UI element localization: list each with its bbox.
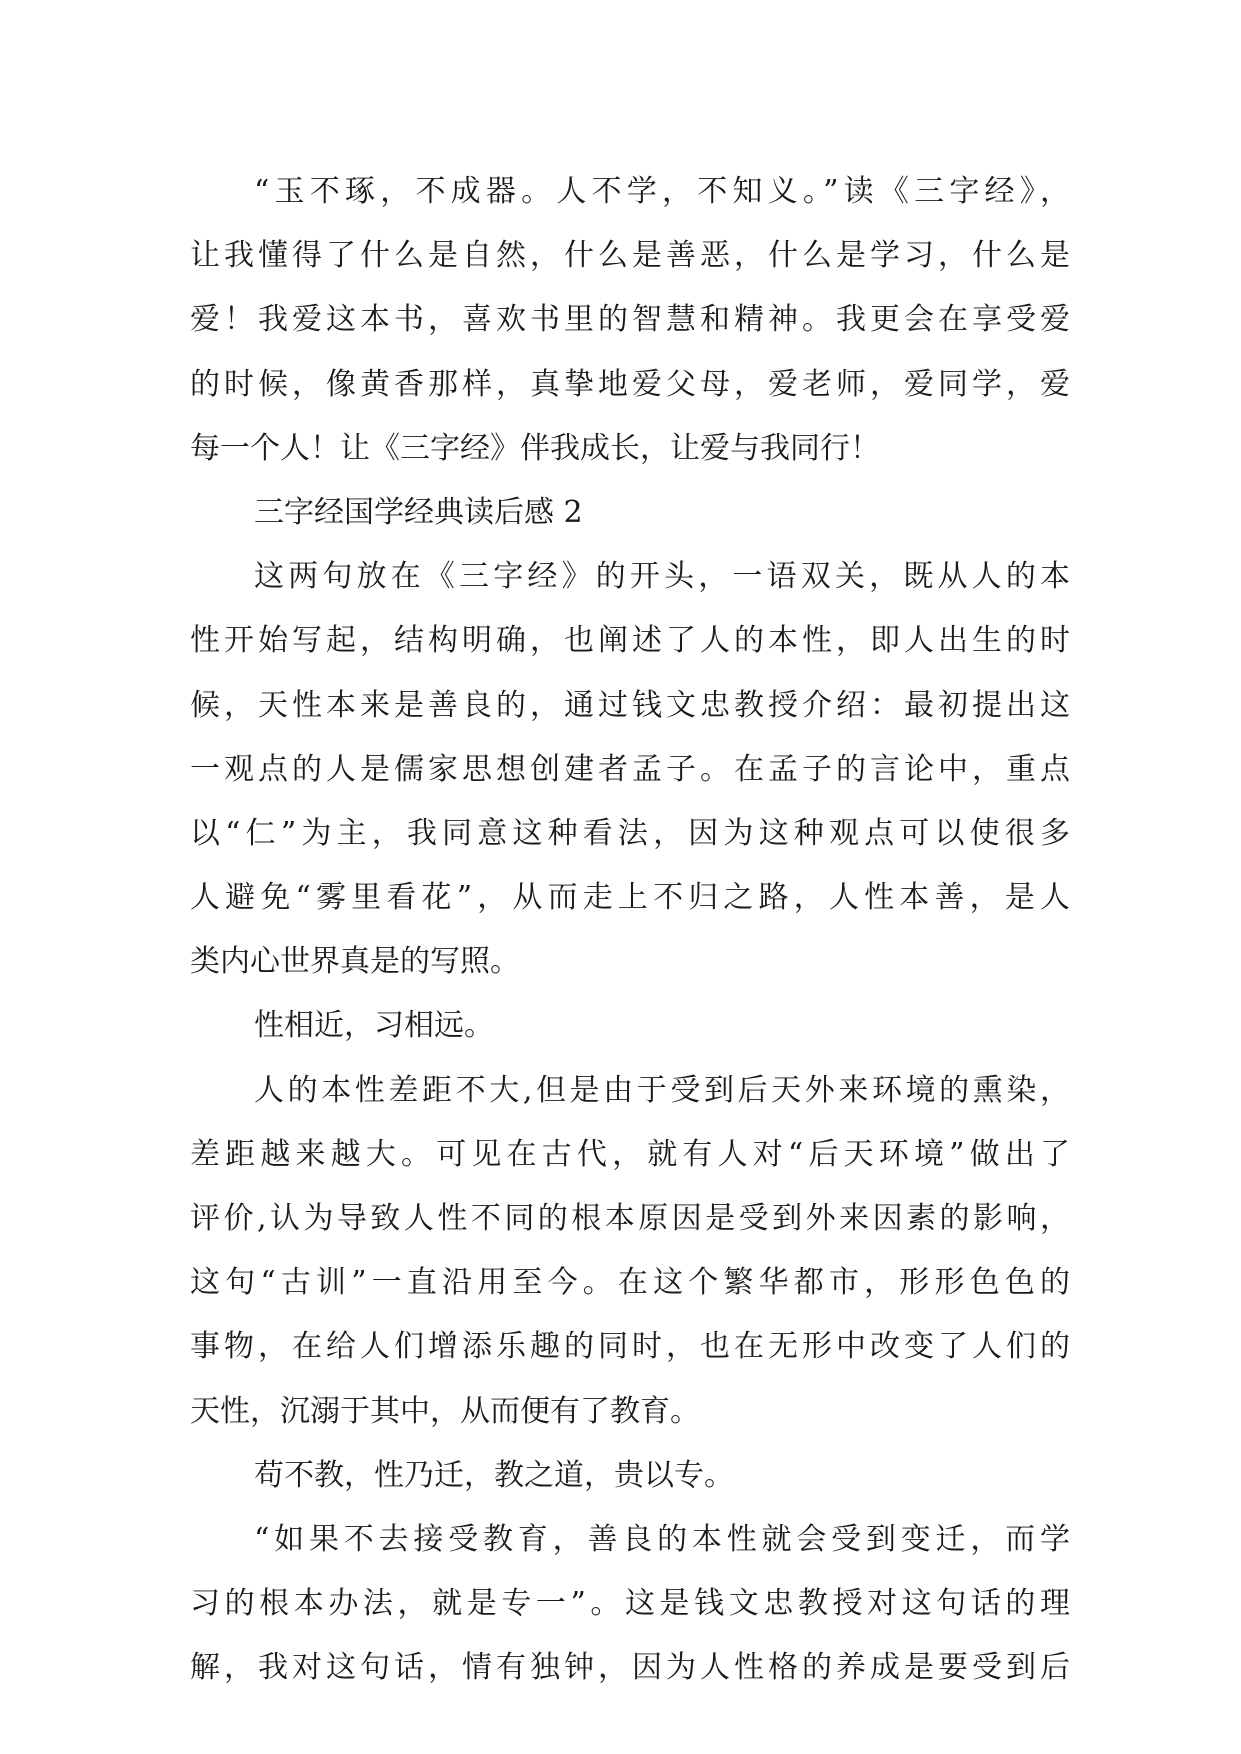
- text-line: 的时候，像黄香那样，真挚地爱父母，爱老师，爱同学，爱: [190, 366, 1070, 402]
- text-line: 解，我对这句话，情有独钟，因为人性格的养成是要受到后: [190, 1650, 1070, 1686]
- text-line: 事物，在给人们增添乐趣的同时，也在无形中改变了人们的: [190, 1329, 1070, 1365]
- text-line: 以“仁”为主，我同意这种看法，因为这种观点可以使很多: [190, 815, 1070, 851]
- text-line: 候，天性本来是善良的，通过钱文忠教授介绍：最初提出这: [190, 687, 1070, 723]
- text-line: 三字经国学经典读后感 2: [254, 494, 583, 530]
- text-line: 评价,认为导致人性不同的根本原因是受到外来因素的影响，: [190, 1201, 1070, 1236]
- text-line: 性开始写起，结构明确，也阐述了人的本性，即人出生的时: [190, 623, 1070, 659]
- text-line: 苟不教，性乃迁，教之道，贵以专。: [254, 1457, 734, 1493]
- document-body: [190, 160, 1070, 1701]
- text-line: “玉不琢，不成器。人不学，不知义。”读《三字经》，: [254, 174, 1070, 209]
- text-line: 一观点的人是儒家思想创建者孟子。在孟子的言论中，重点: [190, 751, 1070, 787]
- text-line: 差距越来越大。可见在古代，就有人对“后天环境”做出了: [190, 1136, 1070, 1172]
- text-line: 习的根本办法，就是专一”。这是钱文忠教授对这句话的理: [190, 1586, 1070, 1622]
- text-line: 性相近，习相远。: [254, 1008, 494, 1044]
- text-line: 人避免“雾里看花”，从而走上不归之路，人性本善，是人: [190, 880, 1070, 916]
- text-line: 让我懂得了什么是自然，什么是善恶，什么是学习，什么是: [190, 238, 1070, 274]
- text-line: 天性，沉溺于其中，从而便有了教育。: [190, 1393, 700, 1429]
- text-line: “如果不去接受教育，善良的本性就会受到变迁，而学: [254, 1521, 1070, 1557]
- text-line: 类内心世界真是的写照。: [190, 944, 520, 980]
- text-line: 爱！我爱这本书，喜欢书里的智慧和精神。我更会在享受爱: [190, 302, 1070, 338]
- text-line: 人的本性差距不大,但是由于受到后天外来环境的熏染，: [254, 1072, 1070, 1108]
- text-line: 每一个人！让《三字经》伴我成长，让爱与我同行！: [190, 430, 880, 466]
- text-line: 这句“古训”一直沿用至今。在这个繁华都市，形形色色的: [190, 1265, 1070, 1301]
- text-line: 这两句放在《三字经》的开头，一语双关，既从人的本: [254, 559, 1070, 595]
